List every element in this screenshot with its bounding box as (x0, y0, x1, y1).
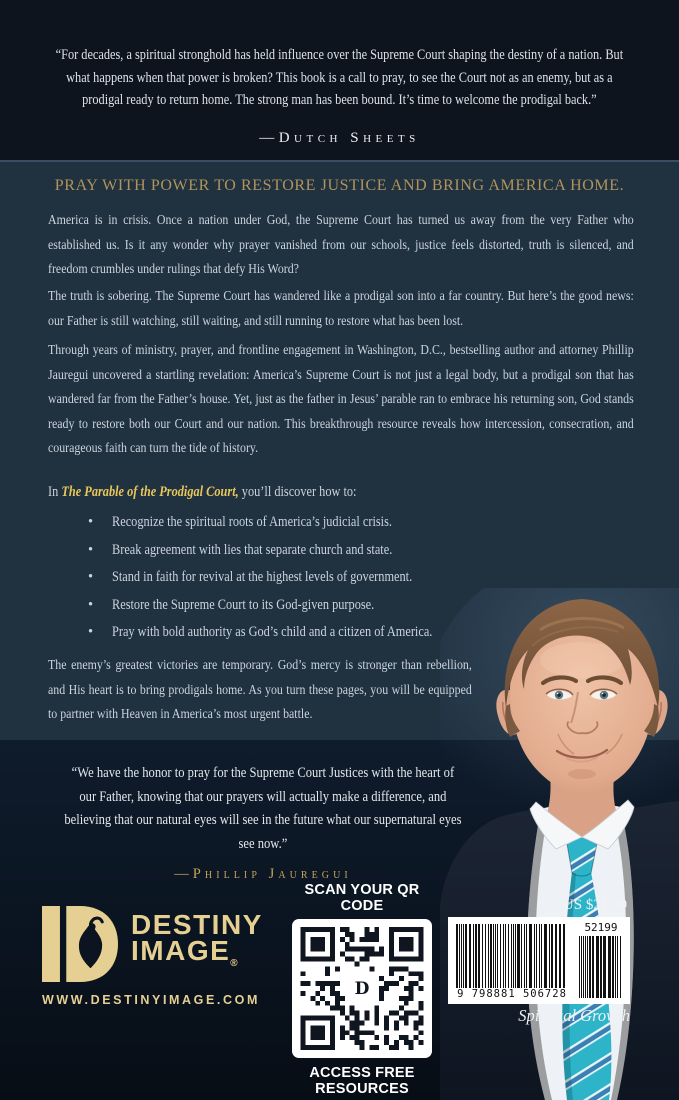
body-paragraph-2: The truth is sobering. The Supreme Court has wandered like a prodigal son into a far country. But here’s the good news: our Father is still watching, still waiting, and still running to restore what has been lost. (48, 289, 634, 329)
headline: PRAY WITH POWER TO RESTORE JUSTICE AND BRING AMERICA HOME. (54, 177, 625, 194)
list-item: • Stand in faith for revival at the highest levels of government. (48, 566, 608, 588)
publisher-name: DESTINY $IMAGE_®$ (131, 908, 263, 969)
category-label: Spiritual Growth (518, 1006, 630, 1025)
publisher-website: WWW.DESTINYIMAGE.COM (42, 993, 260, 1007)
list-item: • Break agreement with lies that separate church and state. (48, 539, 608, 561)
endorsement-attribution: —Dutch Sheets (259, 130, 420, 146)
ean-barcode-icon (448, 917, 630, 1004)
registered-mark: ® (230, 957, 238, 969)
author-quote-attribution: —Phillip Jauregui (174, 866, 352, 882)
closing-paragraph: The enemy’s greatest victories are temporary. God’s mercy is stronger than rebellion, and His heart is to bring prodigals home. As you turn these pages, you will be equipped to partner with Heaven in America’s most urgent battle. (48, 658, 472, 722)
book-title-inline: The Parable of the Prodigal Court, (61, 484, 239, 500)
endorsement-quote-text: “For decades, a spiritual stronghold has held influence over the Supreme Court shaping the destiny of a nation. But what happens when that power is broken? This book is a call to pray, to see the Court not as an enemy, but as a prodigal ready to return home. The strong man has been bound. It’s time to welcome the prodigal back.” (55, 47, 624, 108)
barcode-supplement: 52199 (584, 921, 618, 934)
qr-block (287, 882, 437, 1097)
list-item: • Recognize the spiritual roots of America’s judicial crisis. (48, 511, 608, 533)
qr-bottom-label: ACCESS FREE RESOURCES (309, 1065, 415, 1097)
publisher-block (42, 906, 263, 1007)
qr-top-label: SCAN YOUR QR CODE (304, 882, 420, 914)
author-quote-text: “We have the honor to pray for the Supreme Court Justices with the heart of our Father, knowing that our prayers will actually make a difference, and believing that our natural eyes will see in the future what our supernatural eyes see now.” (64, 765, 462, 852)
isbn-digits: 9 798881 506728 (457, 988, 567, 1000)
author-quote (62, 762, 464, 887)
list-intro: In The Parable of the Prodigal Court, you’ll discover how to: (48, 484, 357, 500)
discovery-list (48, 511, 608, 649)
qr-code-icon (292, 919, 432, 1058)
endorsement-quote (55, 44, 624, 112)
list-item: • Restore the Supreme Court to its God-given purpose. (48, 594, 608, 616)
qr-center-logo: D (350, 977, 374, 1001)
flame-d-logo-icon (42, 906, 118, 982)
price-label: US $21.99 (562, 897, 628, 913)
list-item: • Pray with bold authority as God’s child and a citizen of America. (48, 621, 608, 643)
body-paragraph-1: America is in crisis. Once a nation under God, the Supreme Court has turned us away from the very Father who established us. Is it any wonder why prayer vanished from our schools, justice feels distorted, truth is silenced, and freedom crumbles under rulings that defy His Word? (48, 213, 634, 277)
body-paragraph-3: Through years of ministry, prayer, and frontline engagement in Washington, D.C., bestselling author and attorney Phillip Jauregui uncovered a startling revelation: America’s Supreme Court is not just a legal body, but a prodigal son that has wandered far from the Father’s house. Yet, just as the father in Jesus’ parable ran to embrace his returning son, God stands ready to restore both our Court and our nation. This breakthrough resource reveals how intercession, consecration, and courageous faith can turn the tide of history. (48, 343, 634, 456)
